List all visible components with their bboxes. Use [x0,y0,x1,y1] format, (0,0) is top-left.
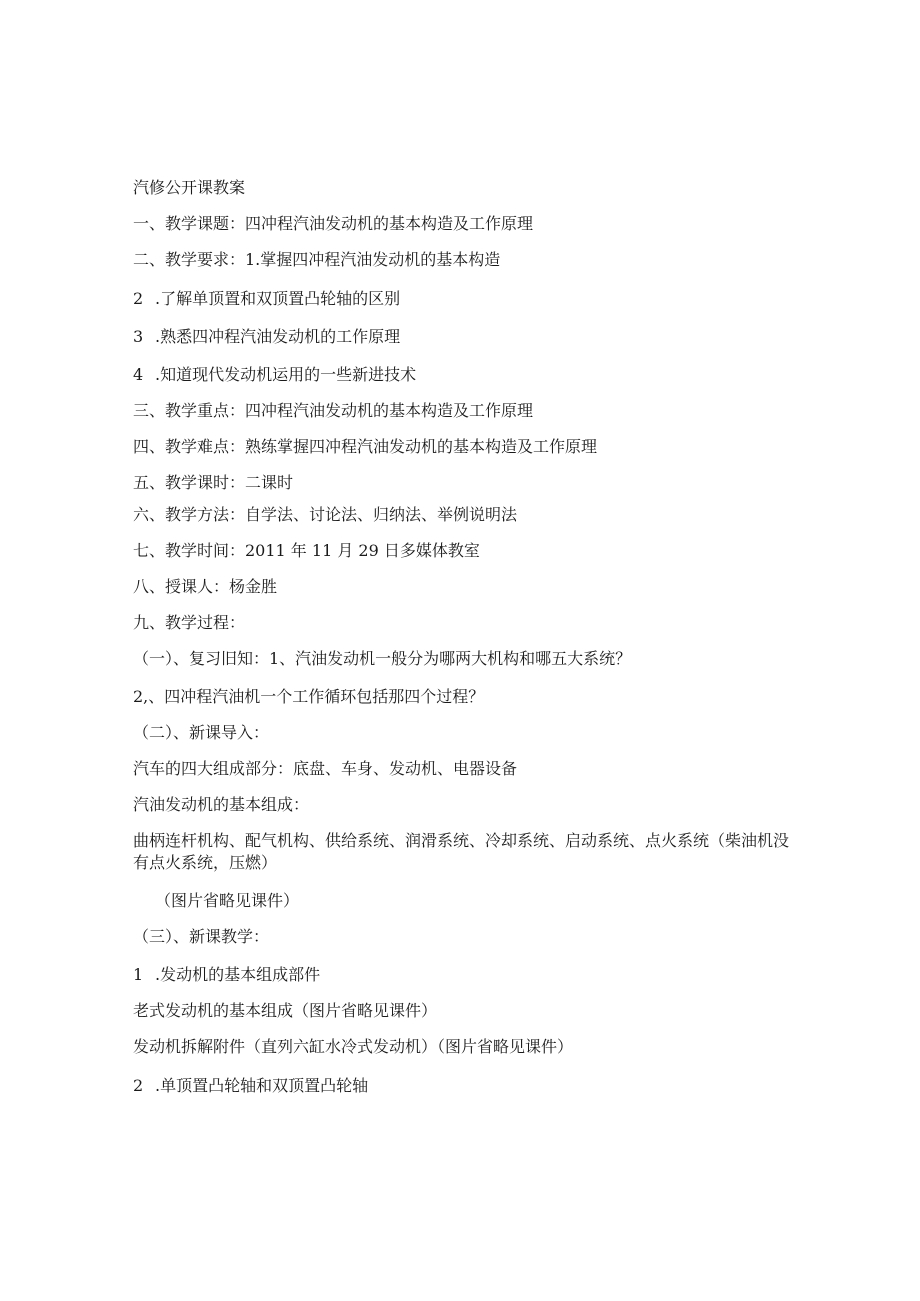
section-topic: 一、教学课题：四冲程汽油发动机的基本构造及工作原理 [133,214,534,233]
requirement-text: .了解单顶置和双顶置凸轮轴的区别 [155,289,401,308]
section-time: 七、教学时间：2011 年 11 月 29 日多媒体教室 [133,541,480,560]
review-question-2: 2,、四冲程汽油机一个工作循环包括那四个过程？ [133,687,485,706]
section-teacher: 八、授课人：杨金胜 [133,577,278,596]
lesson-text: .发动机的基本组成部件 [155,965,321,984]
requirement-text: .知道现代发动机运用的一些新进技术 [155,365,417,384]
car-components-line: 汽车的四大组成部分：底盘、车身、发动机、电器设备 [133,759,518,778]
review-question-1: （一）、复习旧知：1、汽油发动机一般分为哪两大机构和哪五大系统？ [133,649,632,668]
requirement-item-3 [133,326,400,348]
requirement-text: .熟悉四冲程汽油发动机的工作原理 [155,327,401,346]
requirement-item-2 [133,288,400,310]
lesson-number: 2 [133,1076,144,1095]
engine-systems-paragraph: 曲柄连杆机构、配气机构、供给系统、润滑系统、冷却系统、启动系统、点火系统（柴油机没有点火系统，压燃） [133,831,790,872]
old-engine-line: 老式发动机的基本组成（图片省略见课件） [133,1001,438,1020]
engine-disassembly-line: 发动机拆解附件（直列六缸水冷式发动机）（图片省略见课件） [133,1037,574,1056]
image-omitted-note: （图片省略见课件） [155,891,300,910]
requirement-number: 3 [133,327,144,346]
document-title: 汽修公开课教案 [133,178,246,197]
lesson-item-2 [133,1075,368,1097]
lesson-item-1 [133,964,320,986]
new-lesson-teaching-heading: （三）、新课教学： [133,927,270,946]
new-lesson-intro-heading: （二）、新课导入： [133,723,270,742]
section-requirements: 二、教学要求：1.掌握四冲程汽油发动机的基本构造 [133,250,501,269]
requirement-number: 4 [133,365,144,384]
requirement-item-4 [133,364,416,386]
section-hours: 五、教学课时：二课时 [133,473,294,492]
section-difficulties: 四、教学难点：熟练掌握四冲程汽油发动机的基本构造及工作原理 [133,437,598,456]
engine-composition-heading: 汽油发动机的基本组成： [133,795,310,814]
lesson-text: .单顶置凸轮轴和双顶置凸轮轴 [155,1076,369,1095]
section-process: 九、教学过程： [133,613,246,632]
section-methods: 六、教学方法：自学法、讨论法、归纳法、举例说明法 [133,505,518,524]
section-key-points: 三、教学重点：四冲程汽油发动机的基本构造及工作原理 [133,401,534,420]
lesson-number: 1 [133,965,144,984]
requirement-number: 2 [133,289,144,308]
